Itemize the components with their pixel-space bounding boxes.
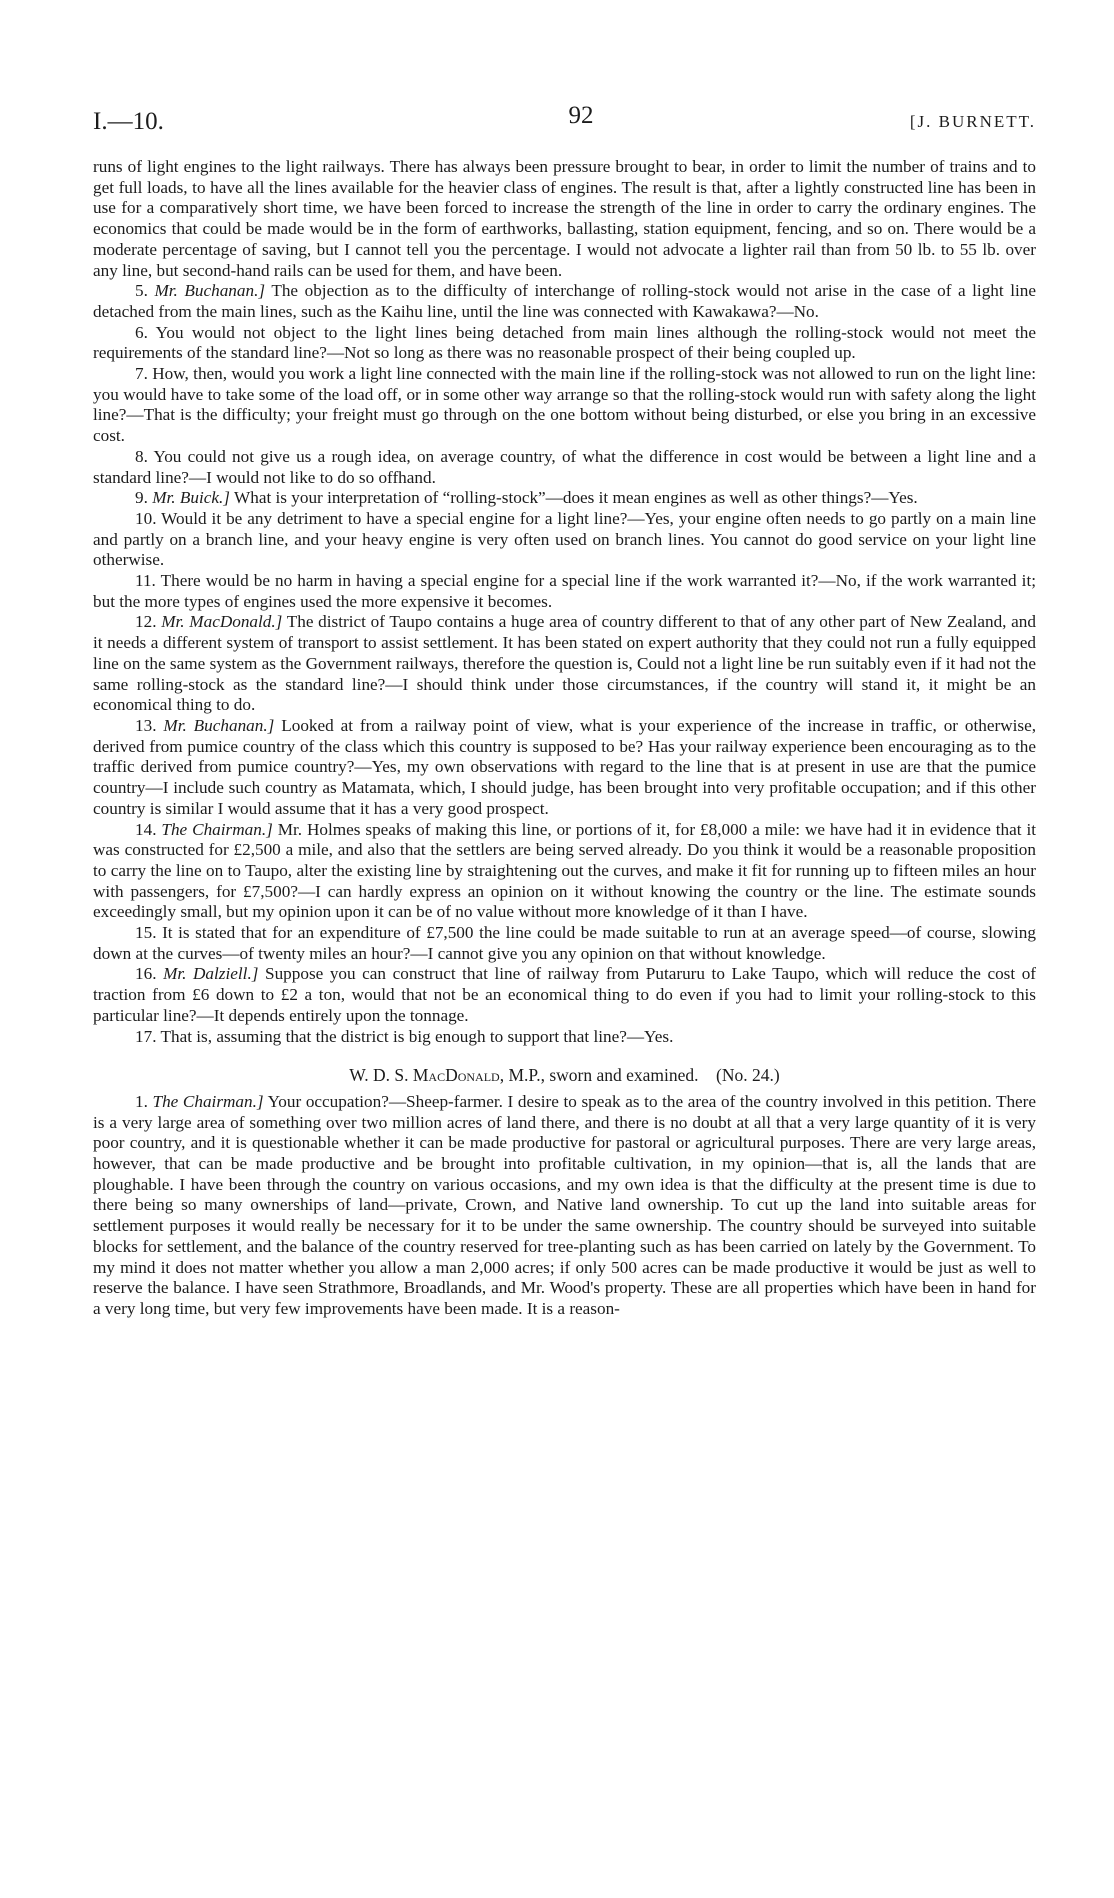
- question-number: 11.: [135, 571, 156, 591]
- question-number: 8.: [135, 446, 148, 466]
- question-number: 16.: [135, 964, 157, 984]
- witness-initials: W. D. S.: [349, 1065, 409, 1086]
- question-paragraph: [93, 964, 1036, 1026]
- question-number: 6.: [135, 322, 148, 342]
- page-number: 92: [568, 102, 594, 129]
- question-paragraph: [93, 612, 1036, 716]
- speaker-name: The Chairman.]: [161, 819, 273, 839]
- question-number: 10.: [135, 508, 157, 528]
- speaker-name: The Chairman.]: [152, 1091, 264, 1111]
- paragraph-text: You would not object to the light lines being detached from main lines although the rolling-stock would not meet the requirements of the standard line?—Not so long as there was no reasonable prospect of their being coupled up.: [93, 322, 1036, 363]
- question-paragraph: [93, 509, 1036, 571]
- question-paragraph: [93, 923, 1036, 964]
- paragraph-text: Mr. Holmes speaks of making this line, or portions of it, for £8,000 a mile: we have had it in evidence that it was constructed for £2,500 a mile, and also that the settlers are being served already. Do you think it would be a reasonable proposition to carry the line on to Taupo, alter the existing line by straightening out the curves, and make it fit for running up to fifteen miles an hour with passengers, for £7,500?—I can hardly express an opinion on it without knowing the country or the line. The estimate sounds exceedingly small, but my opinion upon it can be of no value without more knowledge of it than I have.: [93, 819, 1037, 922]
- question-paragraph: [93, 281, 1036, 322]
- question-paragraph: [93, 716, 1036, 820]
- speaker-name: Mr. Buchanan.]: [154, 281, 266, 301]
- witness-number: (No. 24.): [716, 1065, 780, 1086]
- question-number: 15.: [135, 923, 157, 943]
- paragraph-text: Your occupation?—Sheep-farmer. I desire to speak as to the area of the country involved in this petition. There is a very large area of something over two million acres of land there, and there is no doubt at all that a very large quantity of it is very poor country, and it is questionable whether it can be made productive for pastoral or agricultural purposes. There are very large areas, however, that can be made productive and be brought into profitable cultivation, in my opinion—that is, all the lands that are ploughable. I have been through the country on various occasions, and my own idea is that the difficulty at the present time is due to there being so many ownerships of land—private, Crown, and Native land ownership. To cut up the land into suitable areas for settlement purposes it would really be necessary for it to be under the same ownership. The country should be surveyed into suitable blocks for settlement, and the balance of the country reserved for tree-planting such as has been carried on lately by the Government. To my mind it does not matter whether you allow a man 2,000 acres; if only 500 acres can be made productive it would be just as well to reserve the balance. I have seen Strathmore, Broadlands, and Mr. Wood's property. These are all properties which have been in hand for a very long time, but very few improvements have been made. It is a reason-: [93, 1091, 1037, 1318]
- question-number: 5.: [135, 281, 148, 301]
- question-paragraph: [93, 1027, 1036, 1048]
- paragraph-text: The objection as to the difficulty of interchange of rolling-stock would not arise in the case of a light line detached from the main lines, such as the Kaihu line, until the line was connected with Kawakawa?—No.: [93, 281, 1036, 321]
- speaker-name: Mr. Buick.]: [152, 488, 230, 508]
- witness-heading-text: , M.P., sworn and examined.: [499, 1065, 699, 1086]
- paragraph-text: What is your interpretation of “rolling-stock”—does it mean engines as well as other things?—Yes.: [234, 488, 918, 508]
- question-number: 12.: [135, 612, 157, 632]
- paragraph-text: That is, assuming that the district is big enough to support that line?—Yes.: [160, 1026, 674, 1046]
- paragraph-text: runs of light engines to the light railways. There has always been pressure brought to bear, in order to limit the number of trains and to get full loads, to have all the lines available for the heavier class of engines. The result is that, after a lightly constructed line has been in use for a comparatively short time, we have been forced to increase the strength of the line in order to carry the ordinary engines. The economics that could be made would be in the form of earthworks, ballasting, station equipment, fencing, and so on. There would be a moderate percentage of saving, but I cannot tell you the percentage. I would not advocate a lighter rail than from 50 lb. to 55 lb. over any line, but second-hand rails can be used for them, and have been.: [93, 157, 1036, 280]
- witness-surname: MacDonald: [412, 1065, 500, 1086]
- question-paragraph: [93, 571, 1036, 612]
- document-reference: I.—10.: [93, 108, 164, 135]
- question-paragraph: [93, 323, 1036, 364]
- paragraph-text: How, then, would you work a light line connected with the main line if the rolling-stock was not allowed to run on the light line: you would have to take some of the load off, or in some other way arrange so that the rolling-stock would run with safety along the light line?—That is the difficulty; your freight must go through on the one bottom without being disturbed, or else you bring in an excessive cost.: [93, 364, 1037, 446]
- document-body: [93, 157, 1036, 1320]
- speaker-name: Mr. Dalziell.]: [163, 964, 259, 984]
- question-number: 13.: [135, 715, 157, 735]
- question-paragraph: [93, 820, 1036, 924]
- witness-heading: [93, 1065, 1036, 1086]
- paragraph-text: Looked at from a railway point of view, what is your experience of the increase in traffic, or otherwise, derived from pumice country of the class which this country is supposed to be? Has your railway experience been encouraging as to the traffic derived from pumice country?—Yes, my own observations with regard to the line that is at present in use are that the pumice country—I include such country as Matamata, which, I should judge, has been brought into very profitable occupation; and if this other country is similar I would assume that it has a very good prospect.: [93, 715, 1037, 818]
- paragraph-text: You could not give us a rough idea, on average country, of what the difference in cost would be between a light line and a standard line?—I would not like to do so offhand.: [93, 446, 1036, 487]
- question-paragraph: [93, 447, 1036, 488]
- speaker-name: Mr. MacDonald.]: [161, 612, 283, 632]
- paragraph-text: It is stated that for an expenditure of £7,500 the line could be made suitable to run at an average speed—of course, slowing down at the curves—of twenty miles an hour?—I cannot give you any opinion on that without knowledge.: [93, 923, 1036, 963]
- paragraph-text: There would be no harm in having a special engine for a special line if the work warranted it?—No, if the work warranted it; but the more types of engines used the more expensive it becomes.: [93, 571, 1036, 611]
- question-number: 14.: [135, 819, 157, 839]
- question-number: 9.: [135, 488, 148, 508]
- paragraph-text: Would it be any detriment to have a special engine for a light line?—Yes, your engine often needs to go partly on a main line and partly on a branch line, and your heavy engine is very often used on branch lines. You cannot do good service on your light line otherwise.: [93, 508, 1036, 570]
- paragraph-text: Suppose you can construct that line of railway from Putaruru to Lake Taupo, which will reduce the cost of traction from £6 down to £2 a ton, would that not be an economical thing to do even if you had to limit your rolling-stock to this particular line?—It depends entirely upon the tonnage.: [93, 964, 1037, 1025]
- paragraph-continued: [93, 157, 1036, 281]
- question-number: 7.: [135, 364, 148, 384]
- witness-name-header: [J. BURNETT.: [909, 112, 1036, 131]
- question-paragraph: [93, 1092, 1036, 1320]
- page-header: [93, 102, 1036, 142]
- question-paragraph: [93, 488, 1036, 509]
- question-number: 1.: [135, 1091, 148, 1111]
- paragraph-text: The district of Taupo contains a huge area of country different to that of any other part of New Zealand, and it needs a different system of transport to assist settlement. It has been stated on expert authority that they could not run a fully equipped line on the same system as the Government railways, therefore the question is, Could not a light line be run suitably even if it had not the same rolling-stock as the standard line?—I should think under those circumstances, if the country will stand it, it might be an economical thing to do.: [93, 612, 1036, 715]
- question-paragraph: [93, 364, 1036, 447]
- speaker-name: Mr. Buchanan.]: [163, 715, 275, 735]
- question-number: 17.: [135, 1026, 157, 1046]
